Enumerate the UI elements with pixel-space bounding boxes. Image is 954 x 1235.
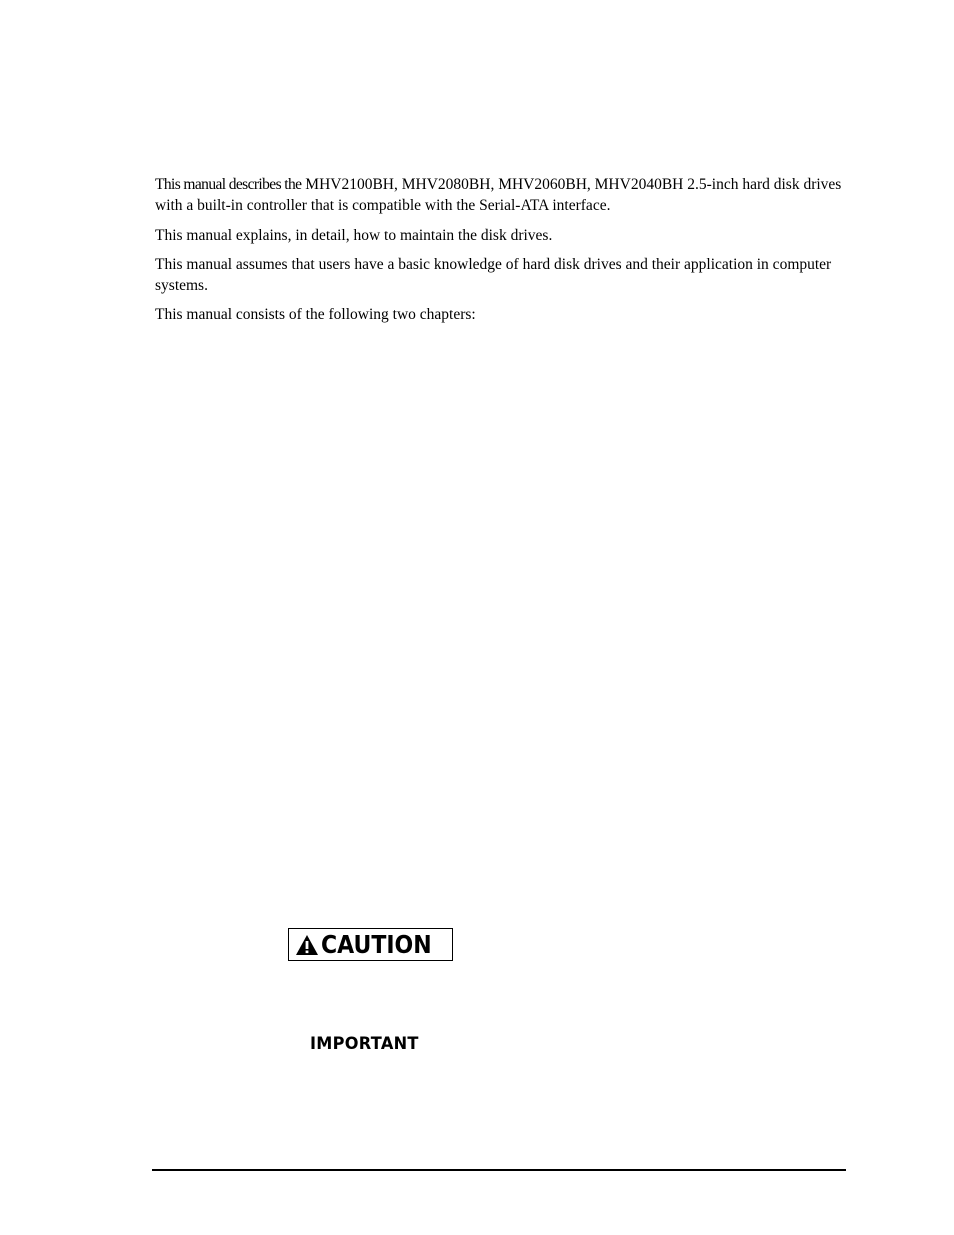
intro-paragraph-rest: MHV2100BH, MHV2080BH, MHV2060BH, MHV2040BH 2.5-inch hard disk drives with a built-in controller that is compatible with the Serial-ATA interface. [155,176,842,214]
warning-triangle-icon [295,934,319,956]
maintenance-paragraph: This manual explains, in detail, how to maintain the disk drives. [155,227,553,244]
caution-label: CAUTION [320,930,432,959]
chapters-paragraph: This manual consists of the following two chapters: [155,306,476,323]
intro-paragraph [155,174,845,216]
footer-divider [152,1169,846,1171]
important-label: IMPORTANT [310,1034,419,1054]
assumptions-paragraph: This manual assumes that users have a basic knowledge of hard disk drives and their application in computer systems. [155,256,832,294]
caution-signal-box [288,928,453,961]
intro-paragraph-lead: This manual describes the [155,176,302,193]
